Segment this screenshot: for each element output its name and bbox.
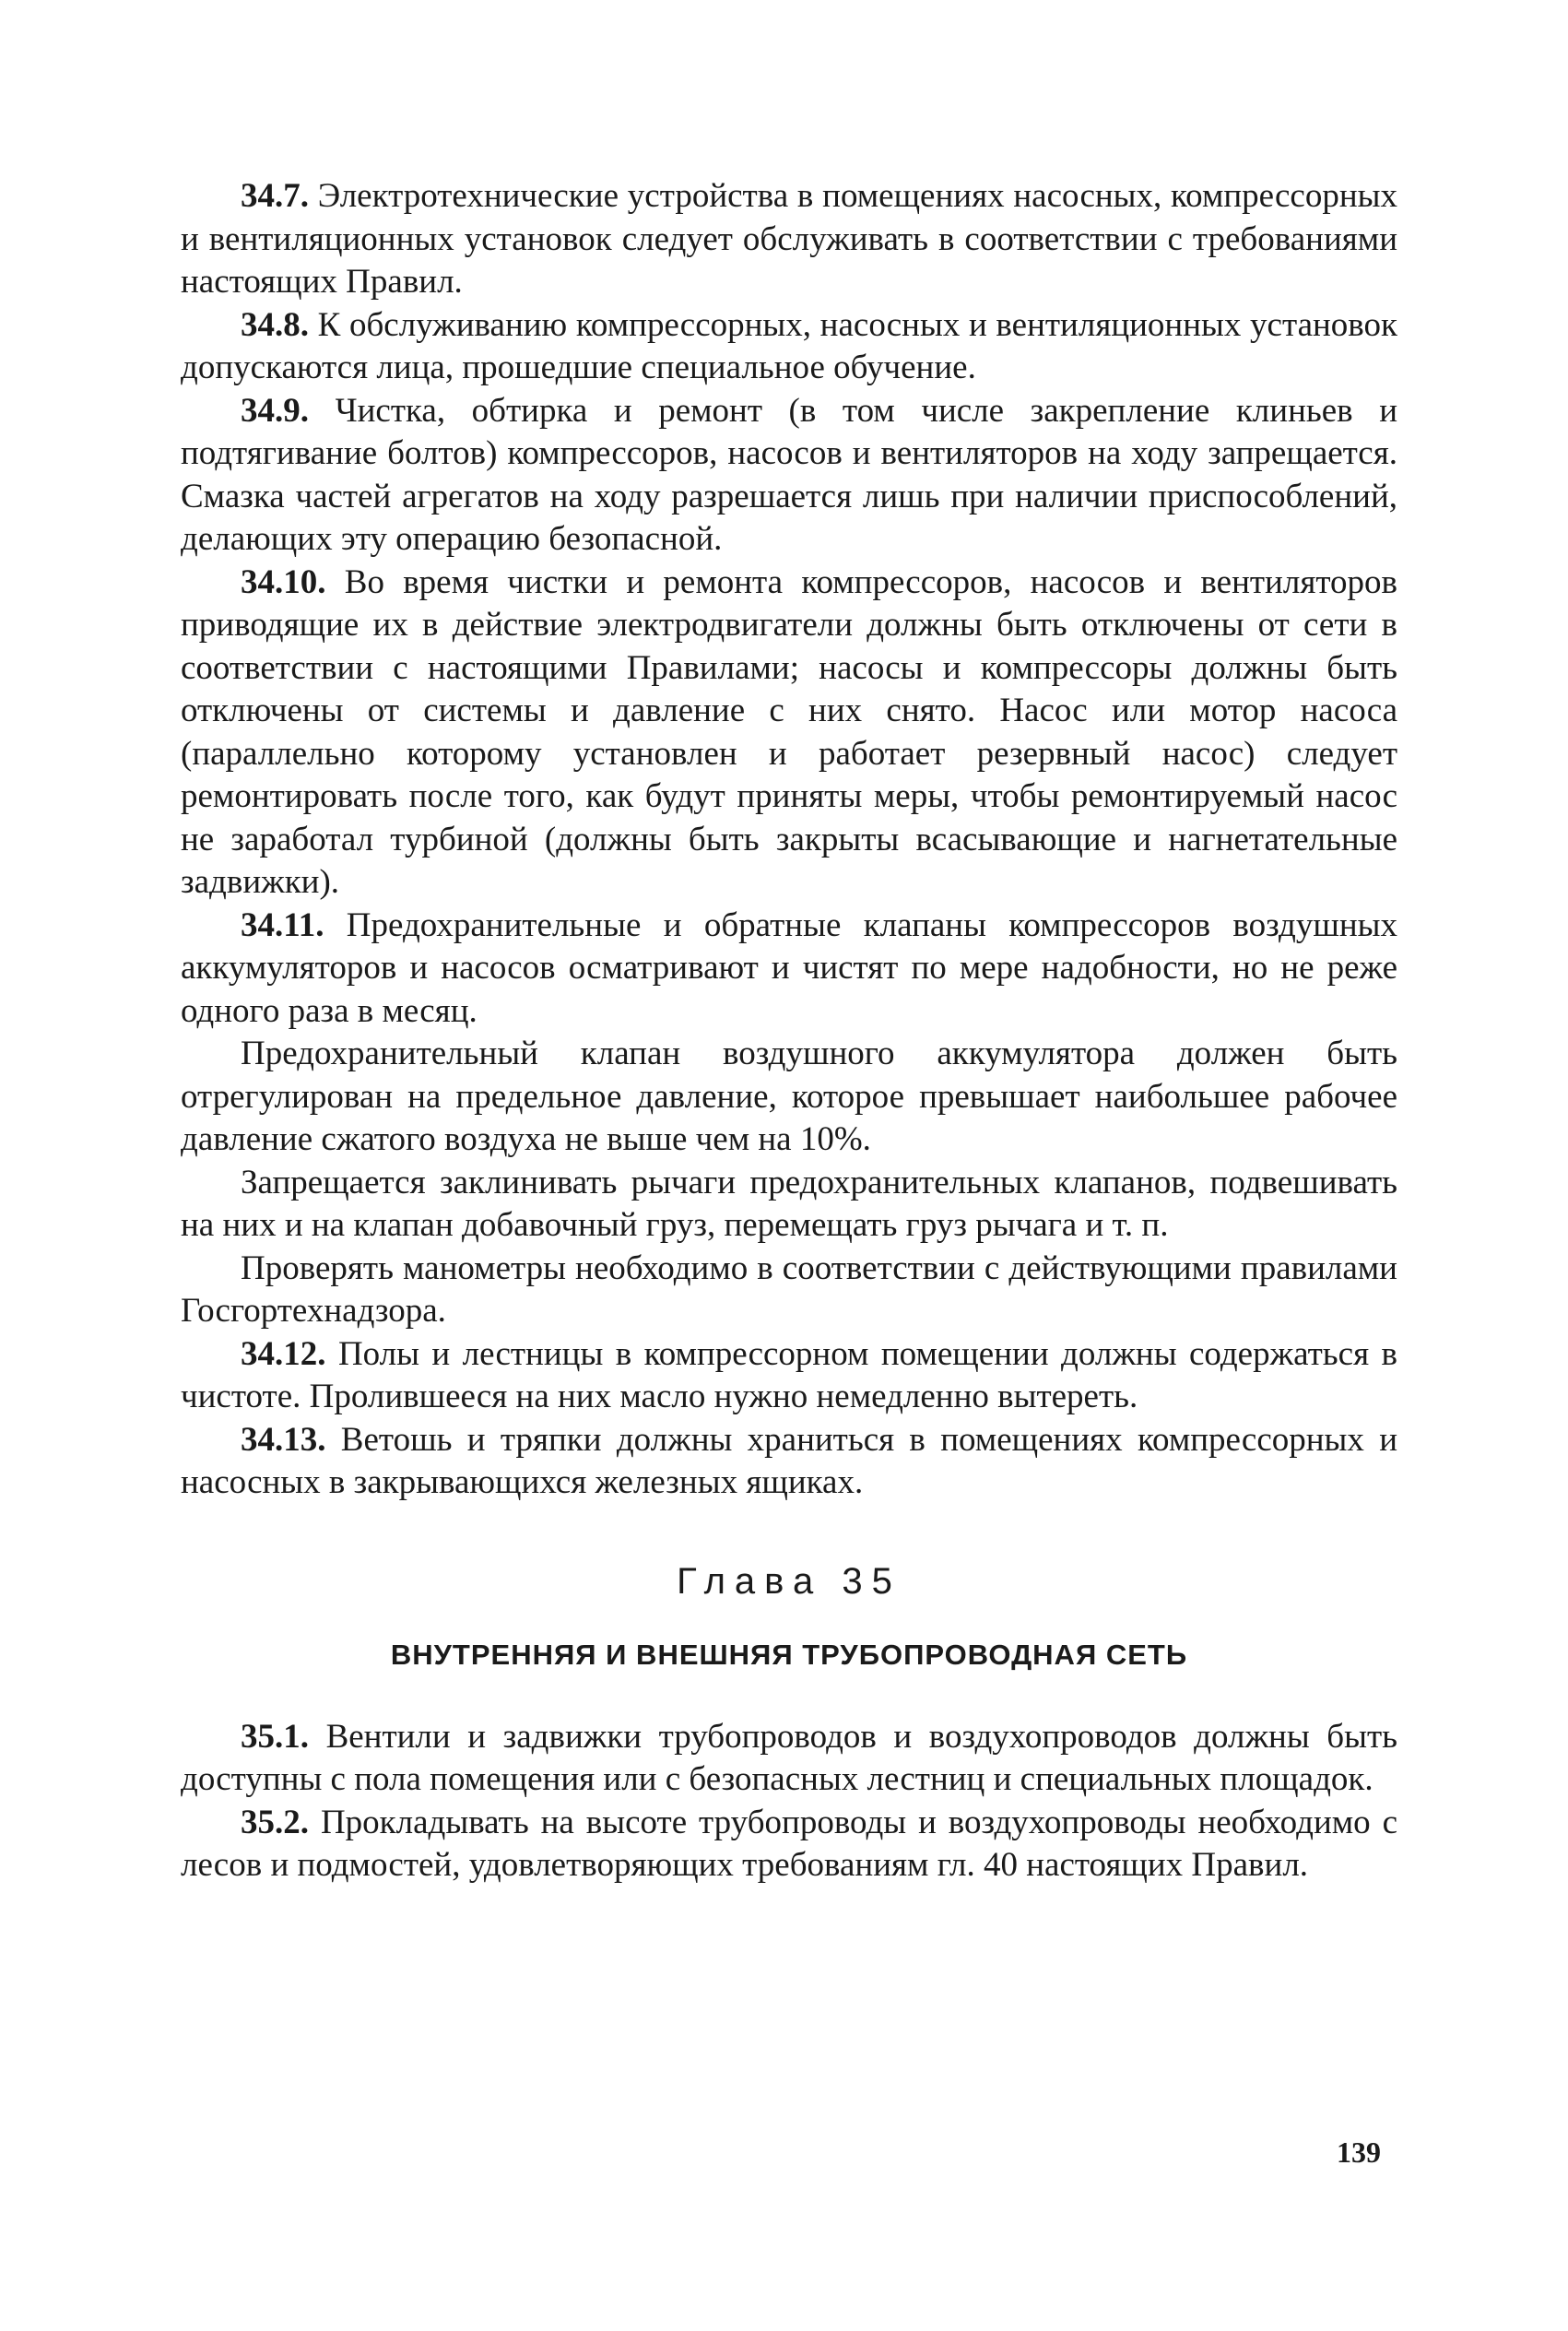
- section-text: Полы и лестницы в компрессорном помещении должны содержаться в чистоте. Пролившееся на них масло нужно немедленно вытереть.: [181, 1334, 1398, 1415]
- section-number: 34.12.: [241, 1334, 326, 1373]
- section-number: 35.1.: [241, 1717, 309, 1756]
- section-number: 34.11.: [241, 905, 324, 944]
- section-35-1: [181, 1716, 1397, 1802]
- section-34-11-paragraph-3: [181, 1162, 1397, 1248]
- section-number: 34.10.: [241, 562, 326, 601]
- section-text: Электротехнические устройства в помещениях насосных, компрессорных и вентиляционных установок следует обслуживать в соответствии с требованиями настоящих Правил.: [181, 177, 1398, 301]
- section-number: 34.13.: [241, 1420, 326, 1459]
- section-text: Ветошь и тряпки должны храниться в помещениях компрессорных и насосных в закрывающихся железных ящиках.: [181, 1420, 1397, 1501]
- section-text: К обслуживанию компрессорных, насосных и вентиляционных установок допускаются лица, прошедшие специальное обучение.: [181, 305, 1397, 386]
- page-number: 139: [1337, 2136, 1381, 2169]
- section-text: Во время чистки и ремонта компрессоров, насосов и вентиляторов приводящие их в действие электродвигатели должны быть отключены от сети в соответствии с настоящими Правилами; насосы и компрессоры должны быть отключены от системы и давление с них снято. Насос или мотор насоса (параллельно которому установлен и работает резервный насос) следует ремонтировать после того, как будут приняты меры, чтобы ремонтируемый насос не заработал турбиной (должны быть закрыты всасывающие и нагнетательные задвижки).: [181, 562, 1397, 901]
- section-34-11-paragraph-4: [181, 1248, 1397, 1333]
- section-text: Прокладывать на высоте трубопроводы и воздухопроводы необходимо с лесов и подмостей, удовлетворяющих требованиям гл. 40 настоящих Правил.: [181, 1803, 1398, 1884]
- section-34-10: [181, 562, 1397, 905]
- section-34-9: [181, 390, 1397, 562]
- section-34-12: [181, 1333, 1397, 1419]
- section-text: Предохранительные и обратные клапаны компрессоров воздушных аккумуляторов и насосов осматривают и чистят по мере надобности, но не реже одного раза в месяц.: [181, 905, 1398, 1030]
- section-34-11: [181, 905, 1397, 1034]
- chapter-title: ВНУТРЕННЯЯ И ВНЕШНЯЯ ТРУБОПРОВОДНАЯ СЕТЬ: [390, 1639, 1188, 1671]
- section-number: 35.2.: [241, 1803, 309, 1841]
- section-text: Запрещается заклинивать рычаги предохранительных клапанов, подвешивать на них и на клапан добавочный груз, перемещать груз рычага и т. п.: [181, 1163, 1397, 1244]
- section-34-13: [181, 1419, 1397, 1505]
- section-text: Чистка, обтирка и ремонт (в том числе закрепление клиньев и подтягивание болтов) компрессоров, насосов и вентиляторов на ходу запрещается. Смазка частей агрегатов на ходу разрешается лишь при наличии приспособлений, делающих эту операцию безопасной.: [181, 391, 1397, 558]
- section-text: Проверять манометры необходимо в соответствии с действующими правилами Госгортехнадзора.: [181, 1248, 1397, 1330]
- section-text: Предохранительный клапан воздушного аккумулятора должен быть отрегулирован на предельное давление, которое превышает наибольшее рабочее давление сжатого воздуха не выше чем на 10%.: [181, 1035, 1397, 1158]
- section-number: 34.7.: [241, 177, 309, 215]
- section-number: 34.8.: [241, 305, 309, 344]
- page-body: [181, 175, 1397, 1887]
- chapter-heading: Глава 35: [677, 1560, 902, 1602]
- section-number: 34.9.: [241, 391, 309, 430]
- section-34-11-paragraph-2: [181, 1033, 1397, 1162]
- section-34-8: [181, 304, 1397, 390]
- section-34-7: [181, 175, 1397, 304]
- section-35-2: [181, 1802, 1397, 1887]
- section-text: Вентили и задвижки трубопроводов и воздухопроводов должны быть доступны с пола помещения или с безопасных лестниц и специальных площадок.: [181, 1717, 1397, 1798]
